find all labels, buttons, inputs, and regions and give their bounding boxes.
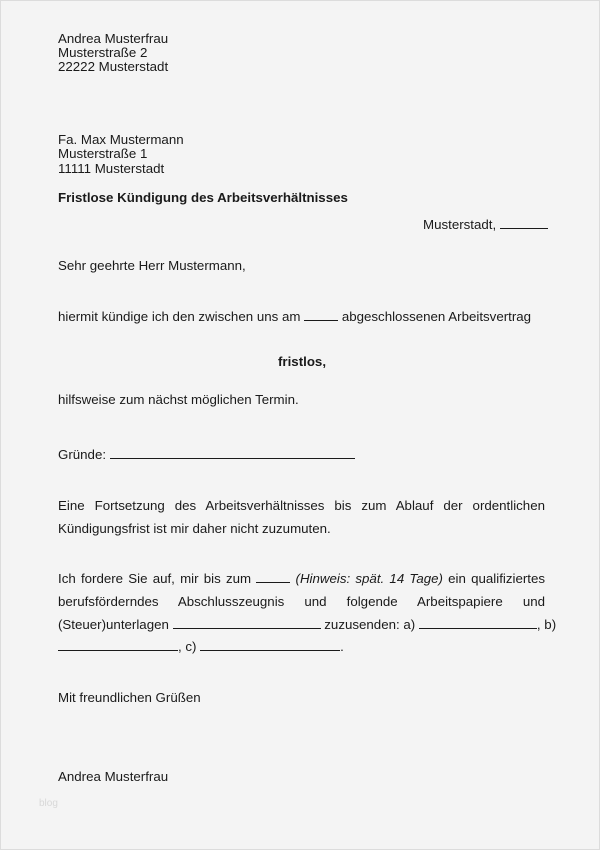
sender-street: Musterstraße 2	[58, 45, 148, 60]
reasons-field	[58, 447, 355, 462]
recipient-street: Musterstraße 1	[58, 146, 148, 161]
item-b-blank	[58, 639, 178, 651]
paragraph-reason-line2: Kündigungsfrist ist mir daher nicht zuzumuten.	[58, 521, 331, 536]
date-blank	[500, 217, 548, 229]
closing: Mit freundlichen Grüßen	[58, 690, 201, 705]
reasons-blank	[110, 447, 355, 459]
recipient-city: 11111 Musterstadt	[58, 161, 165, 176]
sender-city: 22222 Musterstadt	[58, 59, 169, 74]
salutation: Sehr geehrte Herr Mustermann,	[58, 258, 246, 273]
paragraph-request-line1: Ich fordere Sie auf, mir bis zum (Hinweis: spät. 14 Tage) ein qualifiziertes	[58, 571, 546, 586]
place-date	[423, 217, 548, 232]
subject-line: Fristlose Kündigung des Arbeitsverhältnisses	[58, 190, 348, 205]
paragraph-request-line4: , c) .	[58, 639, 344, 654]
item-c-blank	[200, 639, 340, 651]
hint-text: (Hinweis: spät. 14 Tage)	[295, 571, 443, 586]
documents-blank	[173, 617, 321, 629]
paragraph-alternative: hilfsweise zum nächst möglichen Termin.	[58, 392, 299, 407]
emphasis-fristlos: fristlos,	[278, 354, 327, 369]
paragraph-termination: hiermit kündige ich den zwischen uns am abgeschlossenen Arbeitsvertrag	[58, 309, 532, 324]
paragraph-request-line3: (Steuer)unterlagen zuzusenden: a) , b)	[58, 617, 557, 632]
sender-name: Andrea Musterfrau	[58, 31, 169, 46]
paragraph-reason-line1: Eine Fortsetzung des Arbeitsverhältnisses bis zum Ablauf der ordentlichen	[58, 498, 545, 513]
item-a-blank	[419, 617, 537, 629]
watermark: blog	[39, 798, 58, 809]
paragraph-request-line2: berufsförderndes Abschlusszeugnis und folgende Arbeitspapiere und	[58, 594, 545, 609]
place-label: Musterstadt,	[423, 217, 497, 232]
recipient-name: Fa. Max Mustermann	[58, 132, 184, 147]
contract-date-blank	[304, 309, 338, 321]
reasons-label: Gründe:	[58, 447, 107, 462]
deadline-blank	[256, 571, 290, 583]
signature: Andrea Musterfrau	[58, 769, 169, 784]
